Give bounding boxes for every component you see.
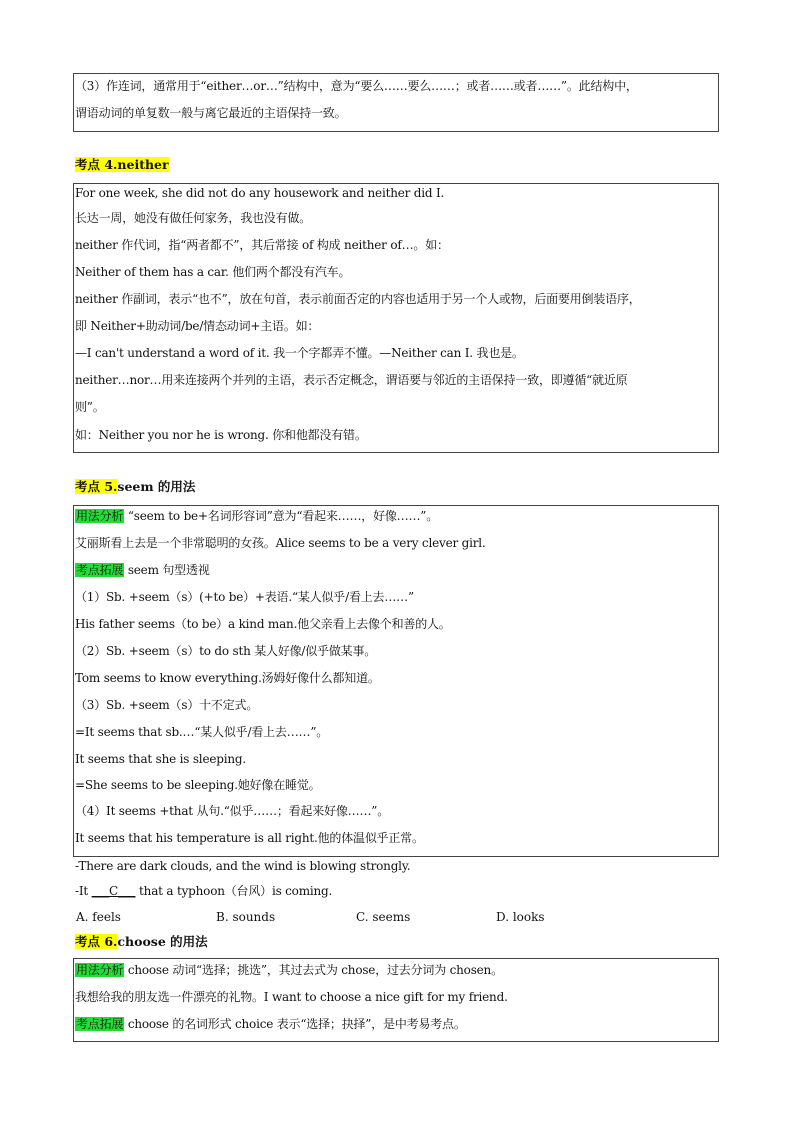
usage-text: “seem to be+名词形容词”意为“看起来……，好像……”。 xyxy=(124,509,439,523)
expand-text: seem 句型透视 xyxy=(124,563,210,577)
section-4-line: neither 作副词，表示“也不”，放在句首，表示前面否定的内容也适用于另一个人或物，后面要用倒装语序， xyxy=(75,292,641,306)
question-line-2 xyxy=(75,883,719,899)
question-prefix: -It xyxy=(75,884,92,898)
section-4-line: neither…nor…用来连接两个并列的主语，表示否定概念，谓语要与邻近的主语保持一致，即遵循“就近原 xyxy=(75,373,628,387)
section-5-heading xyxy=(75,479,195,495)
section-4-heading-prefix: 考点 4. xyxy=(75,157,118,172)
section-5-line: （4）It seems +that 从句.“似乎……；看起来好像……”。 xyxy=(75,804,390,818)
section-5-line: =She seems to be sleeping.她好像在睡觉。 xyxy=(75,778,321,792)
section-5-line: It seems that his temperature is all right.他的体温似乎正常。 xyxy=(75,831,424,845)
section-5-line: （1）Sb. +seem（s）(+to be）+表语.“某人似乎/看上去……” xyxy=(75,590,414,604)
section-5-line: （2）Sb. +seem（s）to do sth 某人好像/似乎做某事。 xyxy=(75,644,377,658)
section-6-expand-line xyxy=(75,1016,719,1032)
section-5-heading-prefix: 考点 5. xyxy=(75,479,118,494)
question-line-1: -There are dark clouds, and the wind is blowing strongly. xyxy=(75,859,411,873)
section-6-line: 我想给我的朋友选一件漂亮的礼物。I want to choose a nice gift for my friend. xyxy=(75,990,508,1004)
option-c: C. seems xyxy=(356,910,411,924)
top-box-line-1: （3）作连词，通常用于“either…or…”结构中，意为“要么……要么……；或者……或者……”。此结构中， xyxy=(75,79,638,93)
section-6-usage-line xyxy=(75,962,719,978)
section-4-line: 长达一周，她没有做任何家务，我也没有做。 xyxy=(75,211,312,225)
section-4-line: 如：Neither you nor he is wrong. 你和他都没有错。 xyxy=(75,428,367,442)
option-a: A. feels xyxy=(76,910,121,924)
section-5-line: His father seems（to be）a kind man.他父亲看上去像个和善的人。 xyxy=(75,617,451,631)
section-5-line: It seems that she is sleeping. xyxy=(75,752,246,766)
usage-analysis-tag: 用法分析 xyxy=(76,963,124,977)
answer-blank: ___C___ xyxy=(91,884,136,898)
section-5-line: （3）Sb. +seem（s）十不定式。 xyxy=(75,698,259,712)
section-4-line: 则”。 xyxy=(75,400,105,414)
section-4-line: —I can't understand a word of it. 我一个字都弄不懂。—Neither can I. 我也是。 xyxy=(75,346,524,360)
section-5-line: =It seems that sb.…“某人似乎/看上去……”。 xyxy=(75,725,329,739)
usage-analysis-tag: 用法分析 xyxy=(76,509,124,523)
section-5-line: 艾丽斯看上去是一个非常聪明的女孩。Alice seems to be a very clever girl. xyxy=(75,536,486,550)
section-4-heading-word: neither xyxy=(117,157,169,172)
section-5-heading-word: seem 的用法 xyxy=(117,479,196,494)
section-5-line: Tom seems to know everything.汤姆好像什么都知道。 xyxy=(75,671,380,685)
top-box-line-2: 谓语动词的单复数一般与离它最近的主语保持一致。 xyxy=(75,106,347,120)
section-4-heading xyxy=(75,157,169,173)
option-d: D. looks xyxy=(496,910,545,924)
expand-tag: 考点拓展 xyxy=(76,1017,124,1031)
section-6-heading-word: choose 的用法 xyxy=(117,934,208,949)
section-5-usage-line xyxy=(75,508,719,524)
section-6-heading-prefix: 考点 6. xyxy=(75,934,118,949)
section-4-line: neither 作代词，指“两者都不”，其后常接 of 构成 neither of…。如： xyxy=(75,238,449,252)
section-6-heading xyxy=(75,934,208,950)
section-4-line: 即 Neither+助动词/be/情态动词+主语。如： xyxy=(75,319,320,333)
section-5-expand-line xyxy=(75,562,719,578)
expand-text: choose 的名词形式 choice 表示“选择；抉择”，是中考易考点。 xyxy=(124,1017,466,1031)
option-b: B. sounds xyxy=(216,910,276,924)
section-4-line: Neither of them has a car. 他们两个都没有汽车。 xyxy=(75,265,351,279)
question-suffix: that a typhoon（台风）is coming. xyxy=(135,884,333,898)
usage-text: choose 动词“选择；挑选”，其过去式为 chose，过去分词为 chosen。 xyxy=(124,963,503,977)
section-4-line: For one week, she did not do any housework and neither did I. xyxy=(75,186,445,200)
expand-tag: 考点拓展 xyxy=(76,563,124,577)
